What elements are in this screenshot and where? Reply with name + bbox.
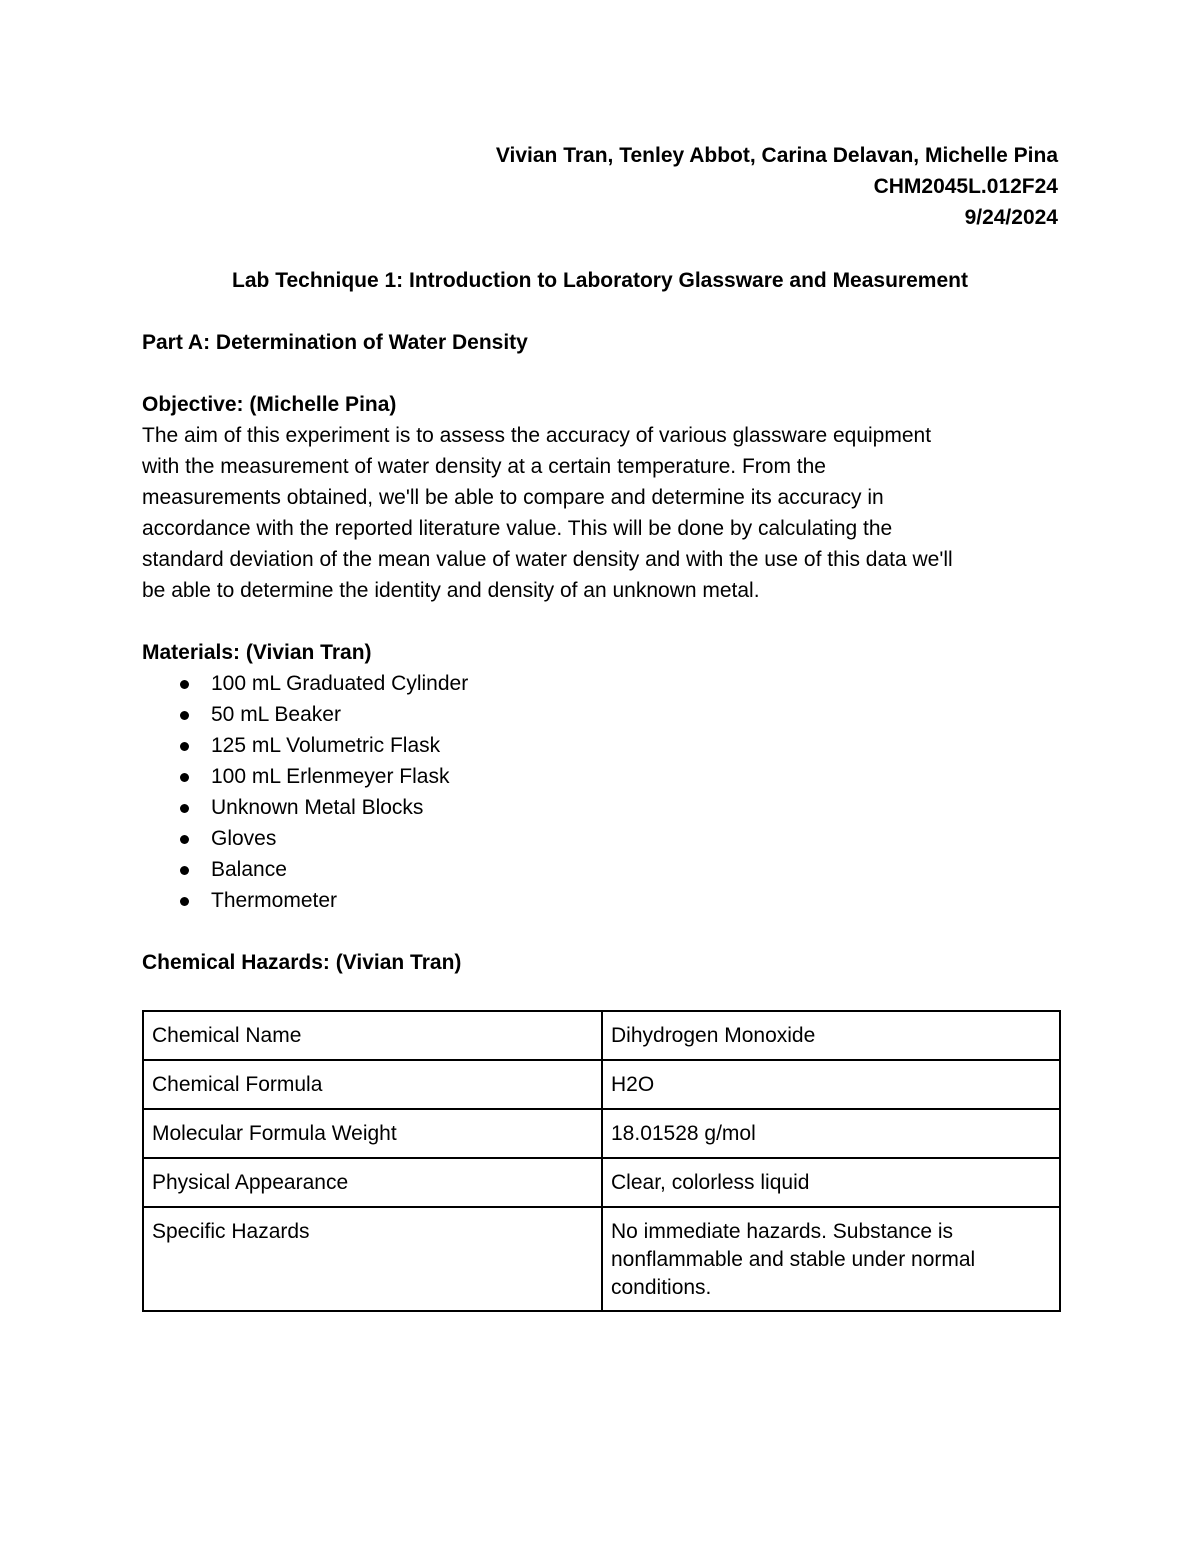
material-label: Gloves <box>211 827 277 850</box>
hazards-heading: Chemical Hazards: (Vivian Tran) <box>142 951 462 974</box>
bullet-icon <box>180 711 189 720</box>
objective-paragraph <box>142 420 1057 606</box>
table-cell-label: Specific Hazards <box>143 1207 602 1311</box>
table-cell-value: Dihydrogen Monoxide <box>602 1011 1060 1060</box>
table-row <box>143 1011 1060 1060</box>
material-label: 100 mL Graduated Cylinder <box>211 672 469 695</box>
material-label: 125 mL Volumetric Flask <box>211 734 441 757</box>
report-date: 9/24/2024 <box>964 206 1058 229</box>
spacer <box>142 916 1062 947</box>
table-cell-label: Molecular Formula Weight <box>143 1109 602 1158</box>
objective-line: accordance with the reported literature value. This will be done by calculating the <box>142 517 893 540</box>
document-title: Lab Technique 1: Introduction to Laboratory Glassware and Measurement <box>232 269 968 292</box>
authors-line: Vivian Tran, Tenley Abbot, Carina Delavan, Michelle Pina <box>495 144 1058 167</box>
list-item <box>142 885 1062 916</box>
materials-heading: Materials: (Vivian Tran) <box>142 641 372 664</box>
list-item <box>142 792 1062 823</box>
material-label: 50 mL Beaker <box>211 703 341 726</box>
material-label: 100 mL Erlenmeyer Flask <box>211 765 450 788</box>
main-content <box>142 327 1062 978</box>
material-label: Thermometer <box>211 889 338 912</box>
list-item <box>142 668 1062 699</box>
material-label: Balance <box>211 858 287 881</box>
table-row <box>143 1060 1060 1109</box>
table-cell-label: Physical Appearance <box>143 1158 602 1207</box>
bullet-icon <box>180 835 189 844</box>
list-item <box>142 699 1062 730</box>
objective-line: The aim of this experiment is to assess the accuracy of various glassware equipment <box>142 424 932 447</box>
bullet-icon <box>180 866 189 875</box>
chemical-hazards-table <box>142 1010 1061 1312</box>
list-item <box>142 823 1062 854</box>
spacer <box>142 606 1062 637</box>
bullet-icon <box>180 804 189 813</box>
header-block <box>496 140 1058 233</box>
objective-line: be able to determine the identity and density of an unknown metal. <box>142 579 760 602</box>
table-cell-value: 18.01528 g/mol <box>602 1109 1060 1158</box>
table-cell-label: Chemical Name <box>143 1011 602 1060</box>
objective-line: with the measurement of water density at a certain temperature. From the <box>142 455 826 478</box>
part-a-heading: Part A: Determination of Water Density <box>142 331 528 354</box>
material-label: Unknown Metal Blocks <box>211 796 424 819</box>
bullet-icon <box>180 742 189 751</box>
objective-heading: Objective: (Michelle Pina) <box>142 393 397 416</box>
table-row <box>143 1109 1060 1158</box>
bullet-icon <box>180 680 189 689</box>
materials-list <box>142 668 1062 916</box>
spacer <box>142 358 1062 389</box>
bullet-icon <box>180 773 189 782</box>
table-cell-value: Clear, colorless liquid <box>602 1158 1060 1207</box>
objective-line: standard deviation of the mean value of water density and with the use of this data we'll <box>142 548 953 571</box>
table-cell-label: Chemical Formula <box>143 1060 602 1109</box>
list-item <box>142 854 1062 885</box>
list-item <box>142 761 1062 792</box>
table-cell-value: H2O <box>602 1060 1060 1109</box>
bullet-icon <box>180 897 189 906</box>
table-cell-value: No immediate hazards. Substance is nonflammable and stable under normal conditions. <box>602 1207 1060 1311</box>
list-item <box>142 730 1062 761</box>
table-row <box>143 1158 1060 1207</box>
table-row <box>143 1207 1060 1311</box>
course-code: CHM2045L.012F24 <box>873 175 1058 198</box>
objective-line: measurements obtained, we'll be able to compare and determine its accuracy in <box>142 486 884 509</box>
